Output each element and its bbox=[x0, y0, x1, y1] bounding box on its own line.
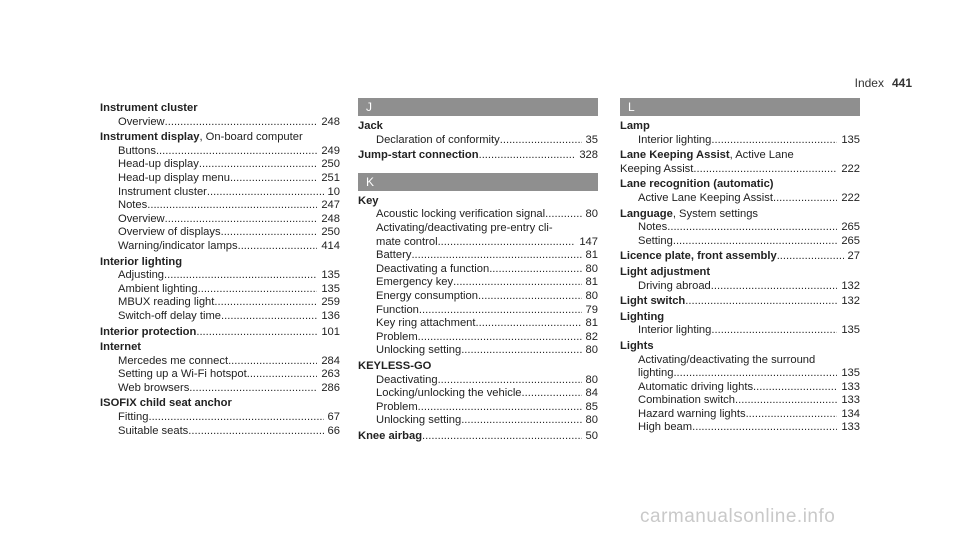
heading-text: Lane Keeping Assist bbox=[620, 149, 730, 162]
page-ref: 80 bbox=[585, 414, 598, 427]
index-entry bbox=[620, 266, 860, 293]
entry-text: Head-up display bbox=[118, 158, 199, 171]
page-ref: 286 bbox=[321, 381, 340, 394]
dot-leader bbox=[692, 421, 837, 435]
page-ref: 80 bbox=[585, 344, 598, 357]
sub-entry[interactable] bbox=[620, 280, 860, 294]
sub-entry[interactable] bbox=[100, 172, 340, 186]
page-ref: 81 bbox=[585, 249, 598, 262]
entry-text: Function bbox=[376, 303, 419, 316]
page-ref: 27 bbox=[847, 250, 860, 263]
heading-text: Knee airbag bbox=[358, 429, 423, 442]
page-ref: 135 bbox=[321, 269, 340, 282]
index-heading[interactable] bbox=[100, 341, 340, 355]
dot-leader bbox=[438, 236, 576, 250]
heading-text: KEYLESS-GO bbox=[358, 359, 432, 372]
heading-text: Jump-start connection bbox=[358, 149, 479, 162]
dot-leader bbox=[418, 401, 582, 415]
entry-text: Buttons bbox=[118, 144, 156, 157]
entry-text: Deactivating bbox=[376, 373, 438, 386]
dot-leader bbox=[489, 263, 581, 277]
page-ref: 249 bbox=[321, 144, 340, 157]
page-ref: 263 bbox=[321, 368, 340, 381]
entry-text: Locking/unlocking the vehicle bbox=[376, 387, 522, 400]
dot-leader bbox=[777, 250, 844, 264]
dot-leader bbox=[453, 276, 581, 290]
page-ref: 147 bbox=[579, 235, 598, 248]
entry-text: Warning/indicator lamps bbox=[118, 239, 238, 252]
page-ref: 101 bbox=[321, 325, 340, 338]
dot-leader bbox=[500, 134, 582, 148]
index-entry bbox=[100, 131, 340, 253]
dot-leader bbox=[735, 394, 837, 408]
dot-leader bbox=[545, 208, 581, 222]
page-ref: 247 bbox=[321, 199, 340, 212]
entry-text: Hazard warning lights bbox=[638, 407, 746, 420]
section-letter-band: K bbox=[358, 173, 598, 191]
page-header bbox=[855, 76, 912, 90]
sub-entry[interactable] bbox=[620, 235, 860, 249]
page-ref: 248 bbox=[321, 115, 340, 128]
sub-entry[interactable] bbox=[100, 213, 340, 227]
heading-text: Interior lighting bbox=[100, 255, 183, 268]
entry-text: Active Lane Keeping Assist bbox=[638, 191, 773, 204]
entry-text: MBUX reading light bbox=[118, 296, 215, 309]
section-letter-band: J bbox=[358, 98, 598, 116]
entry-text: Web browsers bbox=[118, 381, 190, 394]
sub-entry[interactable] bbox=[100, 158, 340, 172]
index-entry bbox=[620, 340, 860, 435]
dot-leader bbox=[247, 368, 318, 382]
dot-leader bbox=[667, 221, 837, 235]
index-heading[interactable] bbox=[358, 120, 598, 134]
dot-leader bbox=[164, 269, 317, 283]
sub-entry[interactable] bbox=[100, 355, 340, 369]
page-ref: 135 bbox=[841, 133, 860, 146]
entry-text: Setting up a Wi-Fi hotspot bbox=[118, 368, 247, 381]
entry-text: Automatic driving lights bbox=[638, 380, 754, 393]
section-letter-band: L bbox=[620, 98, 860, 116]
sub-entry[interactable] bbox=[358, 331, 598, 345]
dot-leader bbox=[673, 367, 837, 381]
entry-text: Problem bbox=[376, 400, 418, 413]
index-heading[interactable] bbox=[620, 340, 860, 354]
index-entry bbox=[100, 256, 340, 324]
index-heading[interactable] bbox=[620, 120, 860, 134]
entry-text: Overview bbox=[118, 115, 165, 128]
dot-leader bbox=[147, 199, 317, 213]
entry-text: Energy consumption bbox=[376, 289, 478, 302]
dot-leader bbox=[221, 310, 317, 324]
page-ref: 222 bbox=[841, 191, 860, 204]
dot-leader bbox=[479, 149, 576, 163]
dot-leader bbox=[685, 295, 837, 309]
heading-continuation[interactable] bbox=[620, 163, 860, 177]
index-heading[interactable] bbox=[620, 295, 860, 309]
entry-text: High beam bbox=[638, 421, 693, 434]
dot-leader bbox=[711, 134, 837, 148]
page-ref: 84 bbox=[585, 387, 598, 400]
entry-text: Overview of displays bbox=[118, 226, 221, 239]
entry-text: Adjusting bbox=[118, 269, 165, 282]
page-ref: 66 bbox=[327, 424, 340, 437]
dot-leader bbox=[673, 235, 837, 249]
dot-leader bbox=[478, 290, 582, 304]
sub-entry[interactable] bbox=[620, 192, 860, 206]
dot-leader bbox=[188, 425, 323, 439]
page-ref: 328 bbox=[579, 149, 598, 162]
dot-leader bbox=[711, 324, 837, 338]
sub-entry[interactable] bbox=[100, 411, 340, 425]
page-ref: 35 bbox=[585, 133, 598, 146]
sub-entry[interactable] bbox=[100, 240, 340, 254]
page-ref: 85 bbox=[585, 400, 598, 413]
watermark: carmanualsonline.info bbox=[640, 506, 836, 527]
dot-leader bbox=[461, 414, 581, 428]
index-entry bbox=[620, 149, 860, 176]
dot-leader bbox=[438, 374, 582, 388]
heading-text: Instrument display bbox=[100, 131, 200, 144]
index-heading[interactable] bbox=[358, 195, 598, 209]
page-ref: 132 bbox=[841, 279, 860, 292]
sub-entry[interactable] bbox=[620, 354, 860, 368]
sub-entry[interactable] bbox=[620, 394, 860, 408]
sub-entry[interactable] bbox=[358, 317, 598, 331]
dot-leader bbox=[228, 355, 317, 369]
entry-text: Mercedes me connect bbox=[118, 354, 229, 367]
entry-text: Notes bbox=[118, 199, 148, 212]
heading-text: Lighting bbox=[620, 310, 665, 323]
sub-entry[interactable] bbox=[358, 387, 598, 401]
page-ref: 259 bbox=[321, 296, 340, 309]
dot-leader bbox=[165, 116, 318, 130]
page-ref: 80 bbox=[585, 373, 598, 386]
index-heading[interactable] bbox=[100, 256, 340, 270]
dot-leader bbox=[230, 172, 317, 186]
index-heading[interactable] bbox=[100, 326, 340, 340]
dot-leader bbox=[422, 430, 582, 444]
heading-text: Language bbox=[620, 207, 673, 220]
sub-entry[interactable] bbox=[100, 382, 340, 396]
entry-text: Overview bbox=[118, 212, 165, 225]
sub-entry[interactable] bbox=[100, 425, 340, 439]
dot-leader bbox=[148, 411, 323, 425]
dot-leader bbox=[196, 326, 317, 340]
page-ref: 414 bbox=[321, 239, 340, 252]
sub-entry[interactable] bbox=[358, 304, 598, 318]
page-number: 441 bbox=[891, 76, 912, 90]
entry-text: Activating/deactivating pre-entry cli- bbox=[376, 221, 553, 234]
page-ref: 135 bbox=[841, 324, 860, 337]
index-entry bbox=[100, 326, 340, 340]
page-ref: 50 bbox=[585, 429, 598, 442]
sub-entry[interactable] bbox=[100, 283, 340, 297]
heading-qualifier: , On-board computer bbox=[199, 131, 303, 144]
dot-leader bbox=[156, 145, 317, 159]
page-ref: 67 bbox=[327, 411, 340, 424]
entry-text: Head-up display menu bbox=[118, 171, 230, 184]
heading-text: Interior protection bbox=[100, 325, 197, 338]
index-heading[interactable] bbox=[100, 397, 340, 411]
dot-leader bbox=[189, 382, 317, 396]
page-ref: 284 bbox=[321, 354, 340, 367]
index-entry bbox=[620, 120, 860, 147]
sub-entry[interactable] bbox=[100, 368, 340, 382]
page-ref: 250 bbox=[321, 158, 340, 171]
index-entry bbox=[100, 397, 340, 438]
entry-text: Unlocking setting bbox=[376, 414, 462, 427]
index-entry bbox=[100, 102, 340, 129]
entry-text: Instrument cluster bbox=[118, 185, 207, 198]
dot-leader bbox=[214, 296, 317, 310]
heading-qualifier: , System settings bbox=[672, 207, 759, 220]
page-ref: 250 bbox=[321, 226, 340, 239]
entry-text: Battery bbox=[376, 249, 412, 262]
index-entry bbox=[100, 341, 340, 395]
sub-entry[interactable] bbox=[358, 414, 598, 428]
dot-leader bbox=[522, 387, 582, 401]
sub-entry[interactable] bbox=[100, 116, 340, 130]
sub-entry[interactable] bbox=[358, 344, 598, 358]
sub-entry[interactable] bbox=[358, 276, 598, 290]
index-heading[interactable] bbox=[100, 131, 340, 145]
sub-entry[interactable] bbox=[620, 421, 860, 435]
page-ref: 79 bbox=[585, 303, 598, 316]
heading-text: ISOFIX child seat anchor bbox=[100, 397, 232, 410]
entry-text: Keeping Assist bbox=[620, 162, 694, 175]
dot-leader bbox=[165, 213, 318, 227]
sub-entry[interactable] bbox=[100, 226, 340, 240]
entry-text: lighting bbox=[638, 367, 674, 380]
entry-text: Interior lighting bbox=[638, 133, 712, 146]
entry-text: Deactivating a function bbox=[376, 262, 490, 275]
sub-entry[interactable] bbox=[100, 199, 340, 213]
entry-text: Acoustic locking verification signal bbox=[376, 208, 546, 221]
sub-entry[interactable] bbox=[358, 290, 598, 304]
sub-entry[interactable] bbox=[620, 324, 860, 338]
dot-leader bbox=[419, 304, 582, 318]
heading-text: Key bbox=[358, 194, 379, 207]
index-heading[interactable] bbox=[358, 430, 598, 444]
entry-text: mate control bbox=[376, 235, 438, 248]
entry-text: Notes bbox=[638, 221, 668, 234]
sub-entry[interactable] bbox=[358, 222, 598, 236]
index-heading[interactable] bbox=[620, 208, 860, 222]
index-entry bbox=[620, 295, 860, 309]
sub-entry[interactable] bbox=[620, 367, 860, 381]
sub-entry[interactable] bbox=[358, 263, 598, 277]
sub-entry[interactable] bbox=[358, 208, 598, 222]
dot-leader bbox=[773, 192, 837, 206]
sub-entry[interactable] bbox=[100, 145, 340, 159]
entry-text: Driving abroad bbox=[638, 279, 711, 292]
index-heading[interactable] bbox=[100, 102, 340, 116]
page-ref: 133 bbox=[841, 421, 860, 434]
entry-text: Fitting bbox=[118, 411, 149, 424]
page-ref: 248 bbox=[321, 212, 340, 225]
page-ref: 81 bbox=[585, 276, 598, 289]
page-ref: 81 bbox=[585, 317, 598, 330]
page-ref: 10 bbox=[327, 185, 340, 198]
sub-entry[interactable] bbox=[358, 236, 598, 250]
page-ref: 222 bbox=[841, 162, 860, 175]
heading-text: Internet bbox=[100, 341, 142, 354]
dot-leader bbox=[199, 158, 317, 172]
page-ref: 265 bbox=[841, 234, 860, 247]
index-entry bbox=[620, 250, 860, 264]
index-column-2 bbox=[358, 98, 598, 445]
index-entry bbox=[358, 360, 598, 428]
dot-leader bbox=[198, 283, 318, 297]
entry-text: Setting bbox=[638, 234, 673, 247]
page-ref: 133 bbox=[841, 380, 860, 393]
index-entry bbox=[620, 311, 860, 338]
sub-entry[interactable] bbox=[100, 269, 340, 283]
entry-text: Unlocking setting bbox=[376, 344, 462, 357]
index-heading[interactable] bbox=[358, 360, 598, 374]
page-ref: 133 bbox=[841, 394, 860, 407]
index-entry bbox=[358, 149, 598, 163]
sub-entry[interactable] bbox=[620, 408, 860, 422]
page-ref: 135 bbox=[841, 367, 860, 380]
heading-text: Light switch bbox=[620, 295, 686, 308]
index-entry bbox=[620, 208, 860, 249]
sub-entry[interactable] bbox=[620, 381, 860, 395]
dot-leader bbox=[476, 317, 582, 331]
page-ref: 82 bbox=[585, 330, 598, 343]
index-entry bbox=[358, 195, 598, 358]
entry-text: Key ring attachment bbox=[376, 317, 476, 330]
dot-leader bbox=[418, 331, 582, 345]
entry-text: Combination switch bbox=[638, 394, 736, 407]
heading-text: Lane recognition (automatic) bbox=[620, 178, 774, 191]
dot-leader bbox=[221, 226, 318, 240]
sub-entry[interactable] bbox=[100, 296, 340, 310]
entry-text: Emergency key bbox=[376, 276, 454, 289]
index-entry bbox=[620, 178, 860, 205]
index-column-3 bbox=[620, 98, 860, 437]
sub-entry[interactable] bbox=[620, 221, 860, 235]
index-heading[interactable] bbox=[620, 266, 860, 280]
page-ref: 265 bbox=[841, 221, 860, 234]
heading-text: Lights bbox=[620, 339, 654, 352]
entry-text: Problem bbox=[376, 330, 418, 343]
index-heading[interactable] bbox=[620, 149, 860, 163]
page-ref: 136 bbox=[321, 309, 340, 322]
index-heading[interactable] bbox=[620, 250, 860, 264]
heading-text: Light adjustment bbox=[620, 265, 711, 278]
entry-text: Switch-off delay time bbox=[118, 309, 222, 322]
heading-qualifier: , Active Lane bbox=[729, 149, 794, 162]
entry-text: Declaration of conformity bbox=[376, 133, 500, 146]
dot-leader bbox=[693, 163, 837, 177]
dot-leader bbox=[461, 344, 581, 358]
sub-entry[interactable] bbox=[358, 249, 598, 263]
entry-text: Suitable seats bbox=[118, 424, 189, 437]
sub-entry[interactable] bbox=[358, 401, 598, 415]
dot-leader bbox=[207, 186, 324, 200]
index-label: Index bbox=[854, 76, 884, 90]
heading-text: Lamp bbox=[620, 120, 650, 132]
dot-leader bbox=[711, 280, 838, 294]
page-ref: 134 bbox=[841, 407, 860, 420]
sub-entry[interactable] bbox=[100, 186, 340, 200]
sub-entry[interactable] bbox=[358, 374, 598, 388]
page-ref: 135 bbox=[321, 282, 340, 295]
dot-leader bbox=[753, 381, 837, 395]
entry-text: Interior lighting bbox=[638, 324, 712, 337]
dot-leader bbox=[238, 240, 318, 254]
page-ref: 132 bbox=[841, 295, 860, 308]
dot-leader bbox=[746, 408, 838, 422]
index-heading[interactable] bbox=[358, 149, 598, 163]
heading-text: Instrument cluster bbox=[100, 102, 198, 114]
index-heading[interactable] bbox=[620, 311, 860, 325]
entry-text: Activating/deactivating the surround bbox=[638, 353, 816, 366]
page-ref: 80 bbox=[585, 289, 598, 302]
sub-entry[interactable] bbox=[100, 310, 340, 324]
page-ref: 80 bbox=[585, 208, 598, 221]
heading-text: Jack bbox=[358, 120, 383, 132]
sub-entry[interactable] bbox=[620, 134, 860, 148]
index-column-1 bbox=[100, 102, 340, 440]
index-entry bbox=[358, 430, 598, 444]
page-ref: 80 bbox=[585, 262, 598, 275]
index-entry bbox=[358, 120, 598, 147]
page-ref: 251 bbox=[321, 171, 340, 184]
heading-text: Licence plate, front assembly bbox=[620, 250, 777, 263]
entry-text: Ambient lighting bbox=[118, 282, 198, 295]
index-heading[interactable] bbox=[620, 178, 860, 192]
sub-entry[interactable] bbox=[358, 134, 598, 148]
dot-leader bbox=[411, 249, 581, 263]
